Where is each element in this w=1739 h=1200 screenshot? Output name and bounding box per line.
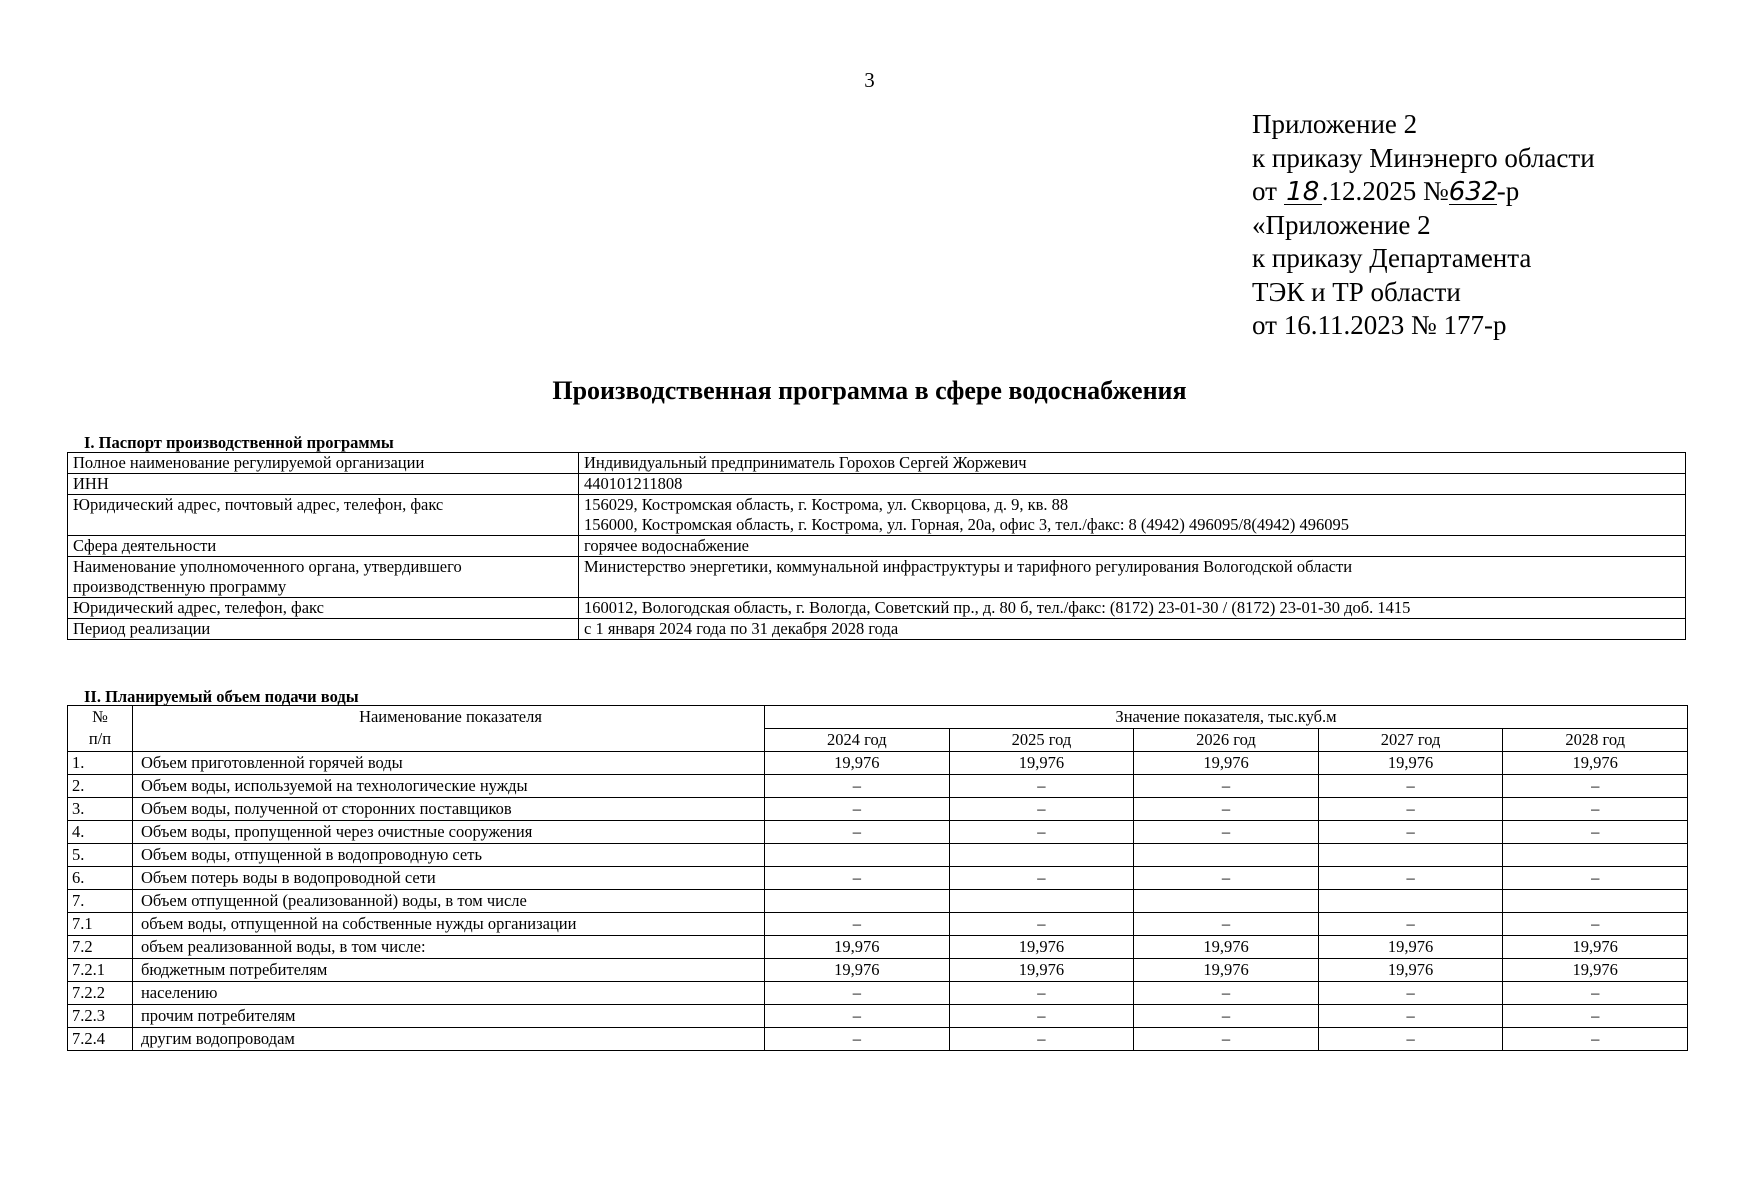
table-row (68, 536, 1686, 557)
appendix-suffix: -р (1496, 176, 1520, 206)
indicator-value: – (765, 982, 950, 1005)
passport-value: с 1 января 2024 года по 31 декабря 2028 года (579, 619, 1686, 640)
passport-key: ИНН (68, 474, 579, 495)
header-year: 2028 год (1503, 729, 1688, 752)
appendix-line-5: к приказу Департамента (1252, 243, 1532, 273)
header-year: 2025 год (949, 729, 1134, 752)
indicator-value: – (1318, 867, 1503, 890)
indicator-value: 19,976 (1503, 959, 1688, 982)
row-number: 1. (68, 752, 133, 775)
table-row (68, 775, 1688, 798)
passport-table (67, 452, 1686, 640)
indicator-value (949, 844, 1134, 867)
passport-key (68, 557, 579, 598)
indicator-value: – (1134, 867, 1319, 890)
appendix-line-6: ТЭК и ТР области (1252, 276, 1461, 307)
header-indicator-name: Наименование показателя (132, 706, 764, 752)
indicator-value: – (1318, 821, 1503, 844)
table-row (68, 798, 1688, 821)
appendix-date: .12.2025 № (1321, 176, 1449, 206)
indicator-name: другим водопроводам (132, 1028, 764, 1051)
indicator-name: Объем отпущенной (реализованной) воды, в том числе (132, 890, 764, 913)
indicator-value: 19,976 (949, 752, 1134, 775)
indicator-value: 19,976 (949, 959, 1134, 982)
indicator-value: – (1318, 798, 1503, 821)
water-volume-table (67, 705, 1688, 1051)
table-row (68, 495, 1686, 536)
passport-key: Период реализации (68, 619, 579, 640)
row-number: 7.2.4 (68, 1028, 133, 1051)
section-1-title: I. Паспорт производственной программы (84, 433, 394, 452)
header-number (68, 706, 133, 752)
row-number: 5. (68, 844, 133, 867)
indicator-value: 19,976 (765, 752, 950, 775)
table-header-row (68, 706, 1688, 729)
indicator-value (765, 844, 950, 867)
passport-value: 160012, Вологодская область, г. Вологда, Советский пр., д. 80 б, тел./факс: (8172) 23-01-30 / (8172) 23-01-30 доб. 1415 (579, 598, 1686, 619)
indicator-value: – (1134, 1028, 1319, 1051)
page-title: Производственная программа в сфере водоснабжения (552, 376, 1187, 405)
appendix-from: от (1252, 176, 1277, 206)
indicator-value: – (1318, 913, 1503, 936)
indicator-value: 19,976 (765, 959, 950, 982)
header-number-line-2: п/п (88, 729, 112, 748)
page-number: 3 (864, 68, 875, 92)
appendix-line-3 (1252, 175, 1595, 209)
indicator-name: Объем приготовленной горячей воды (132, 752, 764, 775)
appendix-line-7: от 16.11.2023 № 177-р (1252, 310, 1507, 340)
indicator-value: 19,976 (1503, 752, 1688, 775)
indicator-value: – (949, 775, 1134, 798)
indicator-value: 19,976 (1318, 959, 1503, 982)
table-row (68, 982, 1688, 1005)
indicator-value: – (1318, 1028, 1503, 1051)
passport-value: горячее водоснабжение (579, 536, 1686, 557)
row-number: 7.2.1 (68, 959, 133, 982)
row-number: 7.2 (68, 936, 133, 959)
header-year: 2027 год (1318, 729, 1503, 752)
indicator-value: – (1318, 982, 1503, 1005)
passport-key: Сфера деятельности (68, 536, 579, 557)
table-body (68, 752, 1688, 1051)
indicator-value (1318, 844, 1503, 867)
passport-value: Индивидуальный предприниматель Горохов Сергей Жоржевич (579, 453, 1686, 474)
indicator-value: – (1503, 798, 1688, 821)
indicator-value: 19,976 (1134, 959, 1319, 982)
row-number: 7.2.2 (68, 982, 133, 1005)
table-row (68, 821, 1688, 844)
indicator-value: – (949, 1005, 1134, 1028)
indicator-value: – (765, 798, 950, 821)
indicator-value: – (1318, 775, 1503, 798)
passport-value: Министерство энергетики, коммунальной инфраструктуры и тарифного регулирования Вологодской области (579, 557, 1686, 598)
indicator-value: – (949, 867, 1134, 890)
indicator-value: – (1134, 1005, 1319, 1028)
table-row (68, 619, 1686, 640)
indicator-value: 19,976 (765, 936, 950, 959)
passport-key: Юридический адрес, почтовый адрес, телефон, факс (68, 495, 579, 536)
indicator-value: 19,976 (1134, 752, 1319, 775)
section-2-title: II. Планируемый объем подачи воды (84, 687, 359, 706)
handwritten-day: 18 (1284, 180, 1322, 205)
indicator-value (1503, 844, 1688, 867)
indicator-name: объем воды, отпущенной на собственные нужды организации (132, 913, 764, 936)
indicator-name: прочим потребителям (132, 1005, 764, 1028)
indicator-value: – (765, 1028, 950, 1051)
appendix-line-2: к приказу Минэнерго области (1252, 142, 1595, 173)
passport-value (579, 495, 1686, 536)
indicator-value: 19,976 (1318, 752, 1503, 775)
indicator-value (1503, 890, 1688, 913)
indicator-value: – (1134, 821, 1319, 844)
row-number: 7.2.3 (68, 1005, 133, 1028)
appendix-line-1: Приложение 2 (1252, 109, 1418, 139)
indicator-value: 19,976 (949, 936, 1134, 959)
indicator-name: Объем воды, используемой на технологические нужды (132, 775, 764, 798)
indicator-value: 19,976 (1134, 936, 1319, 959)
passport-value-line-1: 156029, Костромская область, г. Кострома, ул. Скворцова, д. 9, кв. 88 (584, 495, 1069, 514)
row-number: 7.1 (68, 913, 133, 936)
table-row (68, 598, 1686, 619)
table-row (68, 913, 1688, 936)
indicator-value (949, 890, 1134, 913)
indicator-name: Объем воды, полученной от сторонних поставщиков (132, 798, 764, 821)
indicator-value: – (1503, 913, 1688, 936)
indicator-name: бюджетным потребителям (132, 959, 764, 982)
passport-key-line-1: Наименование уполномоченного органа, утвердившего (73, 557, 462, 576)
passport-value: 440101211808 (579, 474, 1686, 495)
header-value-group: Значение показателя, тыс.куб.м (765, 706, 1688, 729)
passport-value-line-2: 156000, Костромская область, г. Кострома, ул. Горная, 20а, офис 3, тел./факс: 8 (4942) 496095/8(4942) 496095 (584, 515, 1349, 534)
table-row (68, 867, 1688, 890)
indicator-value (765, 890, 950, 913)
indicator-value: – (1503, 867, 1688, 890)
indicator-value: – (765, 775, 950, 798)
indicator-value: – (765, 913, 950, 936)
indicator-value: – (1503, 1028, 1688, 1051)
indicator-value: – (949, 913, 1134, 936)
row-number: 4. (68, 821, 133, 844)
indicator-name: объем реализованной воды, в том числе: (132, 936, 764, 959)
indicator-value: 19,976 (1503, 936, 1688, 959)
indicator-value: – (1134, 913, 1319, 936)
table-row (68, 557, 1686, 598)
indicator-value: – (949, 821, 1134, 844)
row-number: 3. (68, 798, 133, 821)
table-row (68, 936, 1688, 959)
header-number-line-1: № (92, 707, 108, 726)
indicator-value: – (1134, 775, 1319, 798)
indicator-value: 19,976 (1318, 936, 1503, 959)
indicator-value: – (949, 798, 1134, 821)
indicator-value: – (1134, 982, 1319, 1005)
row-number: 2. (68, 775, 133, 798)
indicator-value: – (949, 982, 1134, 1005)
header-year: 2024 год (765, 729, 950, 752)
indicator-value: – (765, 1005, 950, 1028)
header-year: 2026 год (1134, 729, 1319, 752)
table-row (68, 959, 1688, 982)
appendix-line-4: «Приложение 2 (1252, 209, 1431, 240)
indicator-value: – (1318, 1005, 1503, 1028)
indicator-value (1134, 844, 1319, 867)
indicator-value: – (949, 1028, 1134, 1051)
table-row (68, 752, 1688, 775)
indicator-name: Объем воды, отпущенной в водопроводную сеть (132, 844, 764, 867)
indicator-value: – (1503, 775, 1688, 798)
row-number: 7. (68, 890, 133, 913)
indicator-value: – (765, 821, 950, 844)
indicator-value: – (765, 867, 950, 890)
table-row (68, 474, 1686, 495)
row-number: 6. (68, 867, 133, 890)
passport-key: Полное наименование регулируемой организации (68, 453, 579, 474)
indicator-value (1318, 890, 1503, 913)
indicator-value: – (1134, 798, 1319, 821)
indicator-value: – (1503, 982, 1688, 1005)
table-row (68, 1028, 1688, 1051)
table-row (68, 844, 1688, 867)
indicator-value (1134, 890, 1319, 913)
passport-key-line-2: производственную программу (73, 577, 287, 596)
indicator-value: – (1503, 821, 1688, 844)
table-row (68, 453, 1686, 474)
indicator-name: Объем потерь воды в водопроводной сети (132, 867, 764, 890)
table-row (68, 1005, 1688, 1028)
handwritten-number: 632 (1448, 177, 1499, 207)
table-row (68, 890, 1688, 913)
passport-key: Юридический адрес, телефон, факс (68, 598, 579, 619)
indicator-name: Объем воды, пропущенной через очистные сооружения (132, 821, 764, 844)
indicator-name: населению (132, 982, 764, 1005)
appendix-block (1252, 108, 1595, 343)
indicator-value: – (1503, 1005, 1688, 1028)
